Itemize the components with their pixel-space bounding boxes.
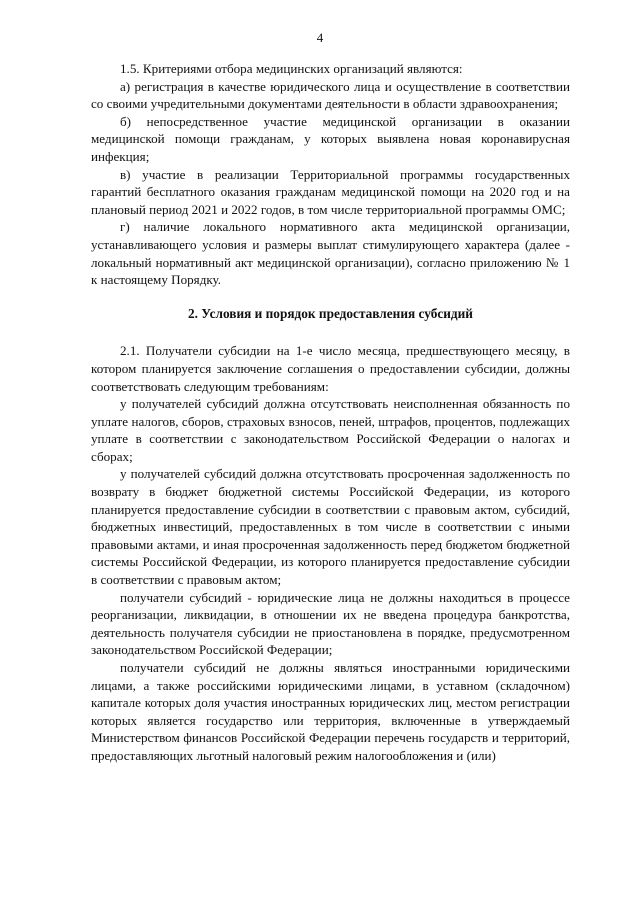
paragraph-2-1-reorganization: получатели субсидий - юридические лица не должны находиться в процессе реорганизации, ликвидации, в отношении их не введена процедура банкротства, деятельность получателя субсидии не приостановлена в порядке, предусмотренном законодательством Российской Федерации; [91, 589, 570, 658]
paragraph-2-1-debt: у получателей субсидий должна отсутствовать просроченная задолженность по возврату в бюджет бюджетной системы Российской Федерации, из которого планируется предоставление субсидии в соответствии с правовым актом, субсидий, бюджетных инвестиций, предоставленных в том числе в соответствии с иными правовыми актами, и иная просроченная задолженность перед бюджетом бюджетной системы Российской Федерации, из которого планируется предоставление субсидии в соответствии с правовым актом; [91, 466, 570, 588]
paragraph-1-5-v: в) участие в реализации Территориальной программы государственных гарантий бесплатного оказания гражданам медицинской помощи на 2020 год и на плановый период 2021 и 2022 годов, в том числе территориальной программы ОМС; [91, 166, 570, 217]
paragraph-2-1: 2.1. Получатели субсидии на 1-е число месяца, предшествующего месяцу, в котором планируется заключение соглашения о предоставлении субсидии, должны соответствовать следующим требованиям: [91, 343, 570, 394]
document-body [91, 60, 570, 765]
section-2-heading: 2. Условия и порядок предоставления субсидий [188, 305, 473, 321]
paragraph-1-5-a: а) регистрация в качестве юридического лица и осуществление в соответствии со своими учредительными документами деятельности в области здравоохранения; [91, 78, 570, 112]
paragraph-1-5-intro: 1.5. Критериями отбора медицинских организаций являются: [120, 61, 463, 76]
heading-spacer [91, 334, 570, 342]
paragraph-1-5-b: б) непосредственное участие медицинской организации в оказании медицинской помощи гражданам, у которых выявлена новая коронавирусная инфекция; [91, 113, 570, 164]
paragraph-1-5-g: г) наличие локального нормативного акта медицинской организации, устанавливающего условия и размеры выплат стимулирующего характера (далее - локальный нормативный акт медицинской организации), согласно приложению № 1 к настоящему Порядку. [91, 219, 570, 288]
page-number: 4 [316, 30, 324, 45]
paragraph-2-1-foreign: получатели субсидий не должны являться иностранными юридическими лицами, а также российскими юридическими лицами, в уставном (складочном) капитале которых доля участия иностранных юридических лиц, местом регистрации которых является государство или территория, включенные в утверждаемый Министерством финансов Российской Федерации перечень государств и территорий, предоставляющих льготный налоговый режим налогообложения и (или) [91, 660, 570, 763]
paragraph-2-1-taxes: у получателей субсидий должна отсутствовать неисполненная обязанность по уплате налогов, сборов, страховых взносов, пеней, штрафов, процентов, подлежащих уплате в соответствии с законодательством Российской Федерации о налогах и сборах; [91, 396, 570, 464]
